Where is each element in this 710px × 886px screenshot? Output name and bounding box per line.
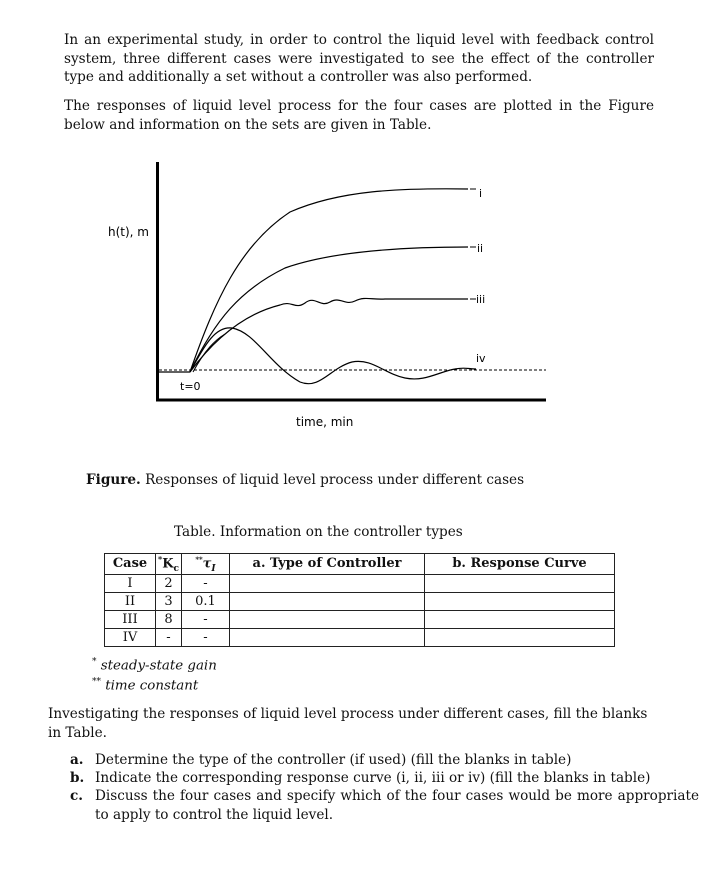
cell-kc: 3 xyxy=(156,592,182,610)
cell-response-curve-blank[interactable] xyxy=(425,574,615,592)
curve-label-i: i xyxy=(479,187,483,200)
cell-kc: 8 xyxy=(156,610,182,628)
curve-label-iv: iv xyxy=(476,352,486,365)
table-footnotes xyxy=(92,654,217,695)
table-row xyxy=(105,592,615,610)
cell-response-curve-blank[interactable] xyxy=(425,592,615,610)
header-controller-type: a. Type of Controller xyxy=(230,554,425,575)
curve-iv xyxy=(190,328,476,384)
curve-iii xyxy=(190,298,468,372)
footnote-time-constant: ** time constant xyxy=(92,677,199,694)
curve-i xyxy=(190,189,468,372)
intro-paragraph-1: In an experimental study, in order to control the liquid level with feedback control system, three different cases were investigated to see the effect of the controller type and additionally a set without a controller was also performed. xyxy=(64,32,654,85)
figure-caption xyxy=(86,472,524,488)
cell-controller-type-blank[interactable] xyxy=(230,610,425,628)
table-row xyxy=(105,574,615,592)
table-row xyxy=(105,628,615,646)
cell-tau: - xyxy=(182,574,230,592)
cell-controller-type-blank[interactable] xyxy=(230,628,425,646)
cell-tau: - xyxy=(182,628,230,646)
cell-kc: 2 xyxy=(156,574,182,592)
curve-label-ii: ii xyxy=(477,242,484,255)
table-header-row xyxy=(105,554,615,575)
response-figure xyxy=(0,150,710,450)
header-response-curve: b. Response Curve xyxy=(425,554,615,575)
task-list xyxy=(48,751,699,824)
figure-caption-bold: Figure. xyxy=(86,472,141,488)
cell-tau: - xyxy=(182,610,230,628)
cell-case: II xyxy=(105,592,156,610)
header-tau: $^{**}\tau_I$ xyxy=(182,554,230,575)
table-row xyxy=(105,610,615,628)
controller-info-table xyxy=(104,553,615,647)
curve-ii xyxy=(190,247,468,372)
cell-tau: 0.1 xyxy=(182,592,230,610)
cell-response-curve-blank[interactable] xyxy=(425,610,615,628)
start-time-label: t=0 xyxy=(180,380,201,393)
intro-paragraph-2: The responses of liquid level process for the four cases are plotted in the Figure below and information on the sets are given in Table. xyxy=(64,98,654,133)
curve-iii-start-branch xyxy=(193,334,225,372)
cell-response-curve-blank[interactable] xyxy=(425,628,615,646)
curve-label-iii: iii xyxy=(476,293,486,306)
x-axis-label: time, min xyxy=(296,415,354,429)
task-item: b. Indicate the corresponding response curve (i, ii, iii or iv) (fill the blanks in table) xyxy=(70,770,651,787)
cell-controller-type-blank[interactable] xyxy=(230,574,425,592)
task-item: a. Determine the type of the controller (if used) (fill the blanks in table) xyxy=(70,752,572,768)
table-caption: Table. Information on the controller types xyxy=(174,524,463,540)
cell-controller-type-blank[interactable] xyxy=(230,592,425,610)
y-axis-label: h(t), m xyxy=(108,225,149,239)
header-kc: $^*K_c$ xyxy=(156,554,182,575)
cell-case: IV xyxy=(105,628,156,646)
cell-kc: - xyxy=(156,628,182,646)
cell-case: III xyxy=(105,610,156,628)
figure-caption-text: Responses of liquid level process under different cases xyxy=(140,472,525,488)
question-intro: Investigating the responses of liquid level process under different cases, fill the blanks in Table. xyxy=(48,706,648,741)
header-case: Case xyxy=(105,554,156,575)
task-item: c. Discuss the four cases and specify which of the four cases would be more appropriate to apply to control the liquid level. xyxy=(70,788,699,823)
cell-case: I xyxy=(105,574,156,592)
footnote-steady-state-gain: * steady-state gain xyxy=(92,657,217,674)
